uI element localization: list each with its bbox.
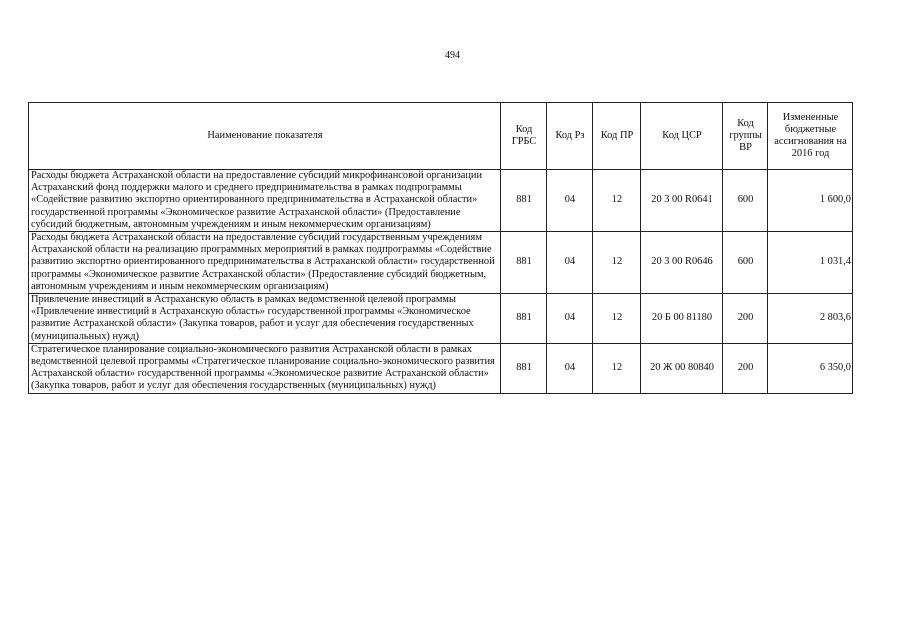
cell-csr: 20 3 00 R0641 — [641, 170, 723, 232]
table-row — [29, 232, 853, 294]
page-number: 494 — [445, 50, 460, 61]
cell-grbs: 881 — [501, 294, 547, 344]
cell-rz: 04 — [547, 294, 593, 344]
header-rz: Код Рз — [547, 103, 593, 170]
cell-grbs: 881 — [501, 343, 547, 393]
cell-amount: 6 350,0 — [768, 343, 853, 393]
cell-grbs: 881 — [501, 232, 547, 294]
header-amount: Измененные бюджетные ассигнования на 2016 год — [768, 103, 853, 170]
cell-pr: 12 — [593, 232, 641, 294]
table-row — [29, 170, 853, 232]
cell-rz: 04 — [547, 170, 593, 232]
cell-csr: 20 3 00 R0646 — [641, 232, 723, 294]
table-header-row — [29, 103, 853, 170]
cell-pr: 12 — [593, 343, 641, 393]
header-vr: Код группы ВР — [723, 103, 768, 170]
cell-pr: 12 — [593, 170, 641, 232]
cell-rz: 04 — [547, 343, 593, 393]
header-name: Наименование показателя — [29, 103, 501, 170]
cell-vr: 200 — [723, 294, 768, 344]
cell-name: Стратегическое планирование социально-экономического развития Астраханской области в рамках ведомственной целевой программы «Стратегическое планирование социально-экономического развития Астраханской области» государственной программы «Экономическое развитие Астраханской области» (Закупка товаров, работ и услуг для обеспечения государственных (муниципальных) нужд) — [29, 343, 501, 393]
header-csr: Код ЦСР — [641, 103, 723, 170]
cell-csr: 20 Ж 00 80840 — [641, 343, 723, 393]
header-grbs: Код ГРБС — [501, 103, 547, 170]
cell-csr: 20 Б 00 81180 — [641, 294, 723, 344]
cell-name: Расходы бюджета Астраханской области на предоставление субсидий государственным учреждениям Астраханской области на реализацию программных мероприятий в рамках подпрограммы «Содействие развитию экспортно ориентированного предпринимательства в Астраханской области» государственной программы «Экономическое развитие Астраханской области» (Предоставление субсидий бюджетным, автономным учреждениям и иным некоммерческим организациям) — [29, 232, 501, 294]
table-row — [29, 343, 853, 393]
table-row — [29, 294, 853, 344]
cell-vr: 600 — [723, 232, 768, 294]
cell-amount: 1 031,4 — [768, 232, 853, 294]
cell-grbs: 881 — [501, 170, 547, 232]
cell-name: Привлечение инвестиций в Астраханскую область в рамках ведомственной целевой программы «Привлечение инвестиций в Астраханскую область» государственной программы «Экономическое развитие Астраханской области» (Закупка товаров, работ и услуг для обеспечения государственных (муниципальных) нужд) — [29, 294, 501, 344]
cell-rz: 04 — [547, 232, 593, 294]
cell-vr: 200 — [723, 343, 768, 393]
cell-name: Расходы бюджета Астраханской области на предоставление субсидий микрофинансовой организации Астраханский фонд поддержки малого и среднего предпринимательства в рамках подпрограммы «Содействие развитию экспортно ориентированного предпринимательства в Астраханской области» государственной программы «Экономическое развитие Астраханской области» (Предоставление субсидий бюджетным, автономным учреждениям и иным некоммерческим организациям) — [29, 170, 501, 232]
cell-vr: 600 — [723, 170, 768, 232]
header-pr: Код ПР — [593, 103, 641, 170]
cell-amount: 2 803,6 — [768, 294, 853, 344]
cell-amount: 1 600,0 — [768, 170, 853, 232]
budget-table — [28, 102, 853, 394]
cell-pr: 12 — [593, 294, 641, 344]
